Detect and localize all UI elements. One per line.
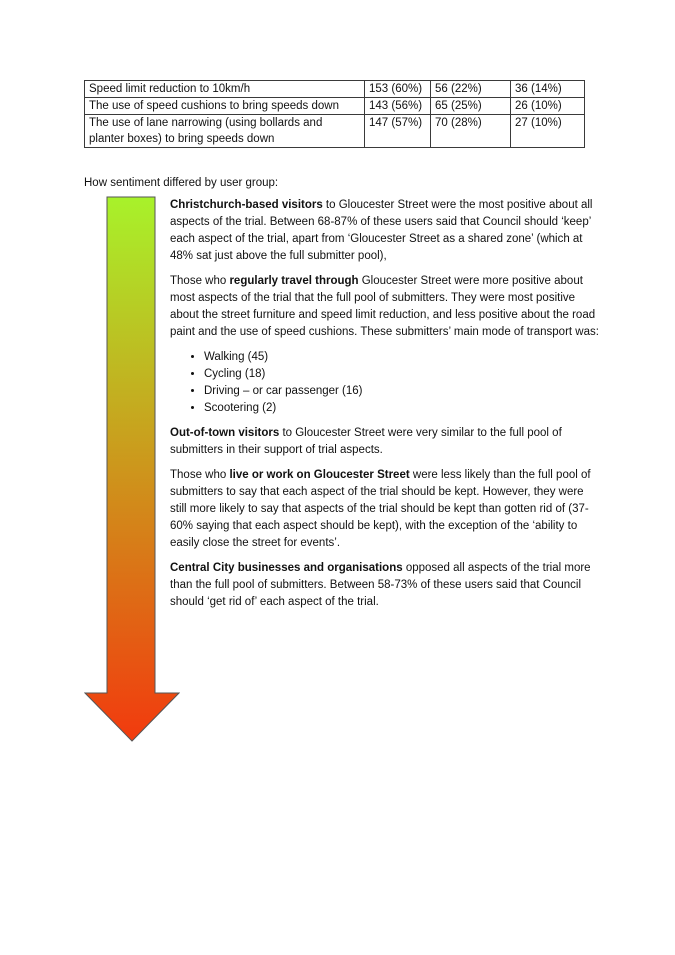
list-item: • Driving – or car passenger (16) — [204, 383, 600, 400]
keep-cell: 143 (56%) — [365, 98, 431, 115]
down-arrow-icon — [84, 196, 180, 742]
paragraph-text: opposed all aspects of the trial more than the full pool of submitters. Between 58-73% of these users said that Council should ‘get rid of’ each aspect of the trial. — [170, 562, 591, 608]
change-cell: 70 (28%) — [431, 115, 511, 148]
get-rid-cell: 36 (14%) — [511, 81, 585, 98]
list-item: • Walking (45) — [204, 349, 600, 366]
group-name: Central City businesses and organisations — [170, 562, 403, 574]
change-cell: 65 (25%) — [431, 98, 511, 115]
group-name: Out-of-town visitors — [170, 427, 280, 439]
section-intro: How sentiment differed by user group: — [84, 177, 279, 189]
keep-cell: 153 (60%) — [365, 81, 431, 98]
sentiment-arrow — [84, 196, 180, 742]
paragraph-text: were less likely than the full pool of submitters to say that each aspect of the trial should be kept. However, they were still more likely to say that aspects of the trial should be kept than gotten rid of (37-60% saying that each aspect should be kept), with the exception of the ‘ability to easily close the street for events’. — [170, 469, 591, 549]
get-rid-cell: 27 (10%) — [511, 115, 585, 148]
aspect-cell: The use of lane narrowing (using bollards and planter boxes) to bring speeds down — [85, 115, 365, 148]
sentiment-content — [170, 197, 600, 619]
trial-aspects-table — [84, 80, 585, 148]
paragraph-prefix: Those who — [170, 275, 230, 287]
paragraph-text: to Gloucester Street were the most positive about all aspects of the trial. Between 68-87% of these users said that Council should ‘keep’ each aspect of the trial, apart from ‘Gloucester Street as a shared zone’ (which at 48% sat just above the full submitter pool), — [170, 199, 593, 262]
keep-cell: 147 (57%) — [365, 115, 431, 148]
list-item: • Cycling (18) — [204, 366, 600, 383]
paragraph-christchurch-visitors — [170, 197, 600, 265]
table-row — [85, 115, 585, 148]
change-cell: 56 (22%) — [431, 81, 511, 98]
transport-mode-list — [170, 349, 600, 417]
list-item: • Scootering (2) — [204, 400, 600, 417]
group-name: regularly travel through — [229, 275, 359, 287]
paragraph-text: Gloucester Street were more positive about most aspects of the trial that the full pool of submitters. They were most positive about the street furniture and speed limit reduction, and less positive about the road paint and the use of speed cushions. These submitters’ main mode of transport was: — [170, 275, 599, 338]
paragraph-live-or-work — [170, 467, 600, 552]
paragraph-regular-through-travel — [170, 273, 600, 341]
aspect-cell: Speed limit reduction to 10km/h — [85, 81, 365, 98]
paragraph-prefix: Those who — [170, 469, 230, 481]
paragraph-text: to Gloucester Street were very similar to the full pool of submitters in their support of trial aspects. — [170, 427, 562, 456]
table-row — [85, 81, 585, 98]
group-name: live or work on Gloucester Street — [229, 469, 410, 481]
group-name: Christchurch-based visitors — [170, 199, 323, 211]
paragraph-out-of-town-visitors — [170, 425, 600, 459]
table-row — [85, 98, 585, 115]
get-rid-cell: 26 (10%) — [511, 98, 585, 115]
aspect-cell: The use of speed cushions to bring speeds down — [85, 98, 365, 115]
paragraph-central-city-businesses — [170, 560, 600, 611]
